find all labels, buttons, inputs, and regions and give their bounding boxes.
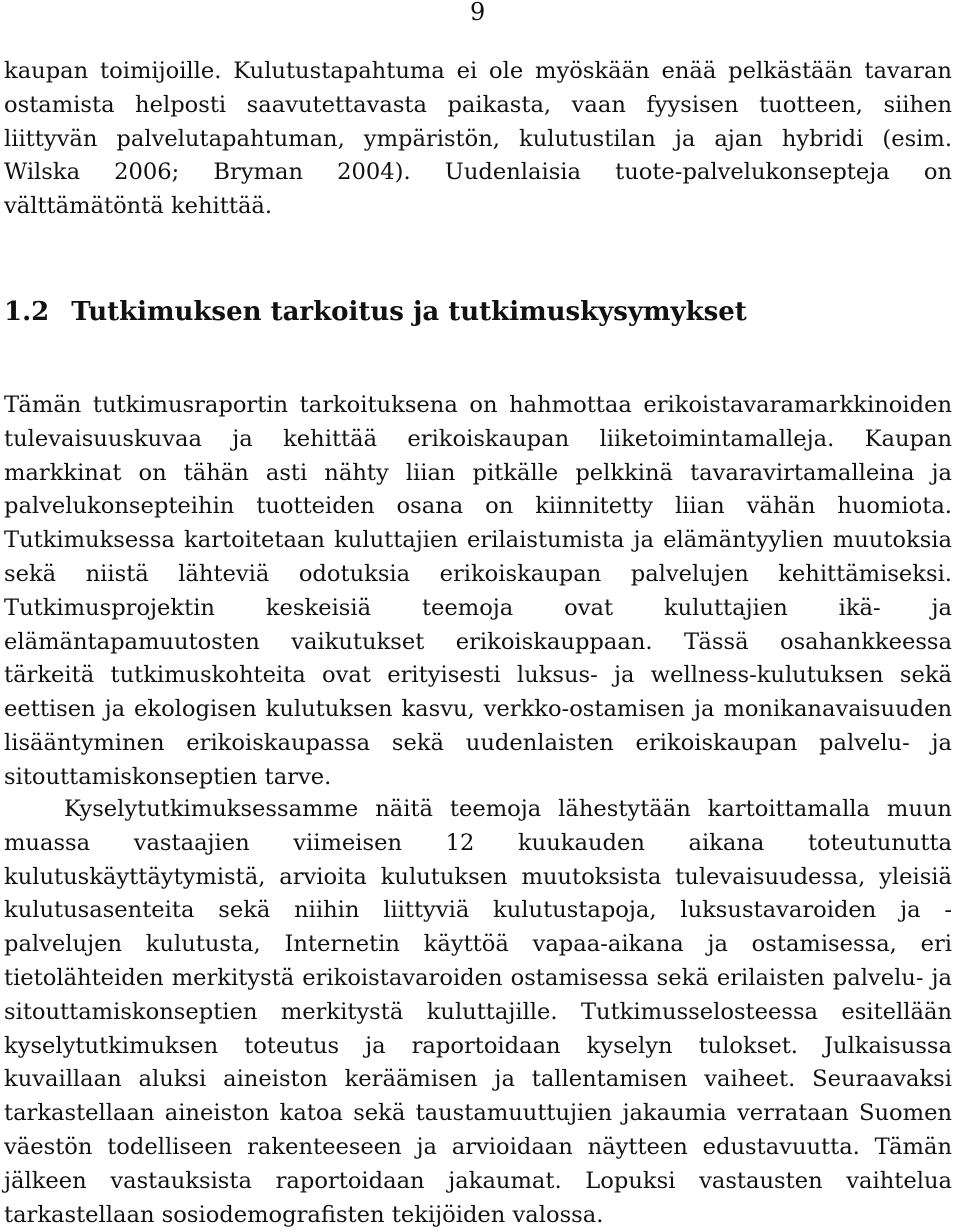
section-heading (4, 292, 747, 332)
page-number: 9 (470, 0, 486, 26)
section-title: Tutkimuksen tarkoitus ja tutkimuskysymykset (71, 297, 747, 327)
body-paragraph-2: Kyselytutkimuksessamme näitä teemoja lähestytään kartoittamalla muun muassa vastaajien viimeisen 12 kuukauden aikana toteutunutta kulutuskäyttäytymistä, arvioita kulutuksen muutoksista tulevaisuudessa, yleisiä kulutusasenteita sekä niihin liittyviä kulutustapoja, luksustavaroiden ja -palvelujen kulutusta, Internetin käyttöä vapaa-aikana ja ostamisessa, eri tietolähteiden merkitystä erikoistavaroiden ostamisessa sekä erilaisten palvelu- ja sitouttamiskonseptien merkitystä kuluttajille. Tutkimusselosteessa esitellään kyselytutkimuksen toteutus ja raportoidaan kyselyn tulokset. Julkaisussa kuvaillaan aluksi aineiston keräämisen ja tallentamisen vaiheet. Seuraavaksi tarkastellaan aineiston katoa sekä taustamuuttujien jakaumia verrataan Suomen väestön todelliseen rakenteeseen ja arvioidaan näytteen edustavuutta. Tämän jälkeen vastauksista raportoidaan jakaumat. Lopuksi vastausten vaihtelua tarkastellaan sosiodemografisten tekijöiden valossa. (4, 796, 952, 1228)
intro-paragraph: kaupan toimijoille. Kulutustapahtuma ei ole myöskään enää pelkästään tavaran ostamista helposti saavutettavasta paikasta, vaan fyysisen tuotteen, siihen liittyvän palvelutapahtuman, ympäristön, kulutustilan ja ajan hybridi (esim. Wilska 2006; Bryman 2004). Uudenlaisia tuote-palvelukonsepteja on välttämätöntä kehittää. (4, 58, 952, 220)
body-paragraph-1: Tämän tutkimusraportin tarkoituksena on hahmottaa erikoistavaramarkkinoiden tulevaisuuskuvaa ja kehittää erikoiskaupan liiketoimintamalleja. Kaupan markkinat on tähän asti nähty liian pitkälle pelkkinä tavaravirtamalleina ja palvelukonsepteihin tuotteiden osana on kiinnitetty liian vähän huomiota. Tutkimuksessa kartoitetaan kuluttajien erilaistumista ja elämäntyylien muutoksia sekä niistä lähteviä odotuksia erikoiskaupan palvelujen kehittämiseksi. Tutkimusprojektin keskeisiä teemoja ovat kuluttajien ikä- ja elämäntapamuutosten vaikutukset erikoiskauppaan. Tässä osahankkeessa tärkeitä tutkimuskohteita ovat erityisesti luksus- ja wellness-kulutuksen sekä eettisen ja ekologisen kulutuksen kasvu, verkko-ostamisen ja monikanavaisuuden lisääntyminen erikoiskaupassa sekä uudenlaisten erikoiskaupan palvelu- ja sitouttamiskonseptien tarve. (4, 392, 952, 790)
section-number: 1.2 (4, 297, 50, 327)
